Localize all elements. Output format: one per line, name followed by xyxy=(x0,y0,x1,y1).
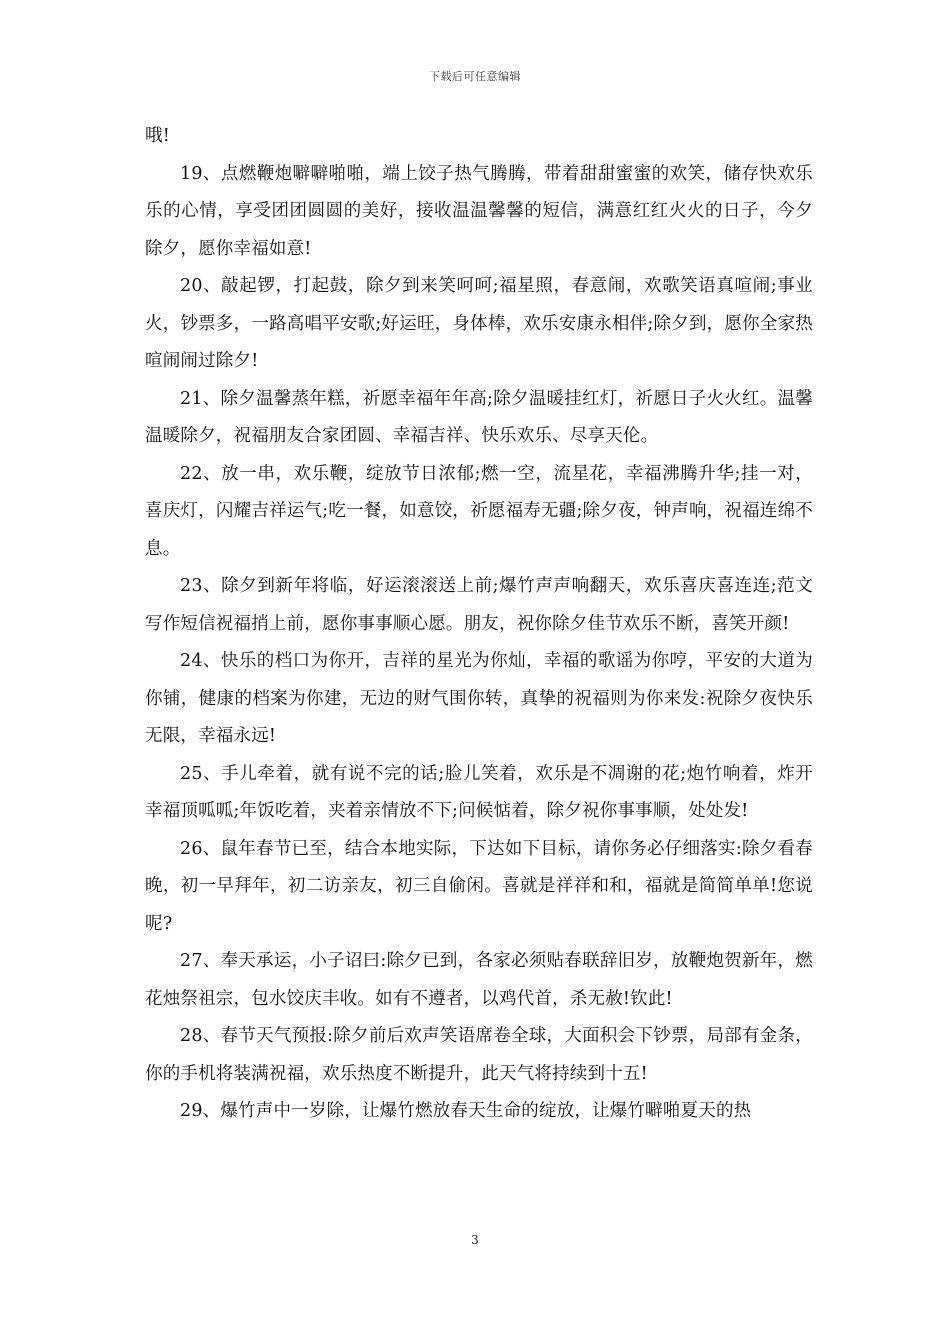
paragraph-24: 24、快乐的档口为你开，吉祥的星光为你灿，幸福的歌谣为你哼，平安的大道为你铺，健康的档案为你建，无边的财气围你转，真挚的祝福则为你来发:祝除夕夜快乐无限，幸福永远! xyxy=(145,651,813,746)
page-number: 3 xyxy=(471,1233,479,1247)
paragraph-continuation: 哦! xyxy=(145,126,170,146)
paragraph-21: 21、除夕温馨蒸年糕，祈愿幸福年年高;除夕温暖挂红灯，祈愿日子火火红。温馨温暖除夕，祝福朋友合家团圆、幸福吉祥、快乐欢乐、尽享天伦。 xyxy=(145,388,813,446)
paragraph-19: 19、点燃鞭炮噼噼啪啪，端上饺子热气腾腾，带着甜甜蜜蜜的欢笑，储存快欢乐乐的心情，享受团团圆圆的美好，接收温温馨馨的短信，满意红红火火的日子，今夕除夕，愿你幸福如意! xyxy=(145,163,813,259)
document-body xyxy=(145,118,813,1131)
paragraph-27: 27、奉天承运，小子诏曰:除夕已到，各家必须贴春联辞旧岁，放鞭炮贺新年，燃花烛祭祖宗，包水饺庆丰收。如有不遵者，以鸡代首，杀无赦!钦此! xyxy=(145,951,813,1009)
paragraph-20: 20、敲起锣，打起鼓，除夕到来笑呵呵;福星照，春意闹，欢歌笑语真喧闹;事业火，钞票多，一路高唱平安歌;好运旺，身体棒，欢乐安康永相伴;除夕到，愿你全家热喧闹闹过除夕! xyxy=(145,276,813,371)
paragraph-29: 29、爆竹声中一岁除，让爆竹燃放春天生命的绽放，让爆竹噼啪夏天的热 xyxy=(180,1101,752,1121)
paragraph-22: 22、放一串，欢乐鞭，绽放节日浓郁;燃一空，流星花，幸福沸腾升华;挂一对，喜庆灯，闪耀吉祥运气;吃一餐，如意饺，祈愿福寿无疆;除夕夜，钟声响，祝福连绵不息。 xyxy=(145,463,813,559)
paragraph-28: 28、春节天气预报:除夕前后欢声笑语席卷全球，大面积会下钞票，局部有金条，你的手机将装满祝福，欢乐热度不断提升，此天气将持续到十五! xyxy=(145,1026,813,1084)
paragraph-26: 26、鼠年春节已至，结合本地实际，下达如下目标，请你务必仔细落实:除夕看春晚，初一早拜年，初二访亲友，初三自偷闲。喜就是祥祥和和，福就是简简单单!您说呢? xyxy=(145,838,813,934)
paragraph-25: 25、手儿牵着，就有说不完的话;脸儿笑着，欢乐是不凋谢的花;炮竹响着，炸开幸福顶呱呱;年饭吃着，夹着亲情放不下;问候惦着，除夕祝你事事顺，处处发! xyxy=(145,763,813,821)
page-header: 下载后可任意编辑 xyxy=(429,70,521,83)
paragraph-23: 23、除夕到新年将临，好运滚滚送上前;爆竹声声响翻天，欢乐喜庆喜连连;范文写作短信祝福捎上前，愿你事事顺心愿。朋友，祝你除夕佳节欢乐不断，喜笑开颜! xyxy=(145,576,813,634)
